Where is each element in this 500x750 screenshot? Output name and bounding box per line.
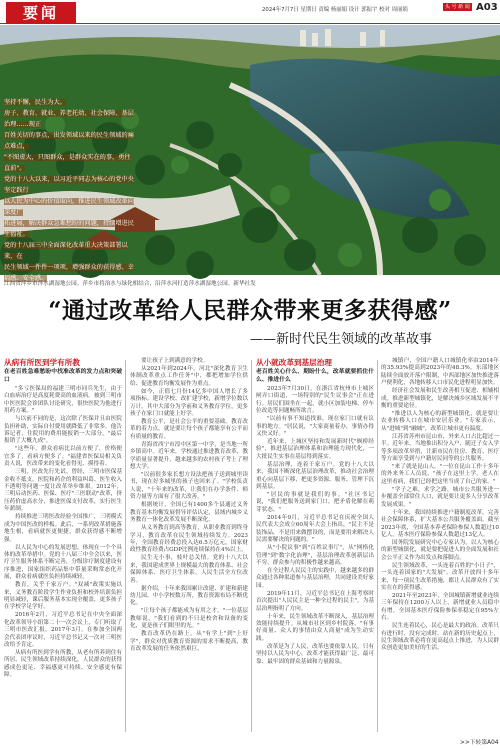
masthead bbox=[0, 0, 500, 24]
section-heading: 从病有所医到学有所教 bbox=[4, 358, 80, 367]
paragraph: 民生连着民心，民心是最大的政治。改革只有进行时，没有完成时。站在新的历史起点上，民生领域改革必将在更高起点上推进，为人民群众创造更加美好的生活。 bbox=[381, 623, 499, 652]
overlay-line: "不图虚大，只图群众，是群众实在的事，勇往直前"。 bbox=[4, 154, 131, 172]
article-column-3 bbox=[256, 358, 374, 733]
overlay-line: 百姓关切的事点，出发领域以来的民生领域的痛点难点， bbox=[4, 132, 134, 150]
article-column-2 bbox=[130, 358, 248, 733]
paragraph: 基层治理，连着千家万户。党的十八大以来，我国不断深化基层治理改革，推动社会治理重心向基层下移，把更多资源、服务、管理下沉到基层。 bbox=[256, 461, 374, 491]
article-column-1 bbox=[4, 358, 122, 733]
paragraph: 以人民为中心的发展思想，体现在一个个具体的改革举措中。党的十八届三中全会以来，医疗卫生服务体系不断完善，分级诊疗制度建设有序推进，国家组织药品集中带量采购常态化开展，群众看病就医负担持续减轻。 bbox=[4, 544, 122, 581]
paragraph: 民生领域改革，一头连着百姓的"小日子"，一头连着国家的"大发展"。改革开放四十多年来，每一项民生改革措施，都让人民群众有了实实在在的获得感。 bbox=[381, 562, 499, 591]
paragraph: 教育改革仍在路上。从"有学上"到"上好学"，群众对优质教育资源的需求不断提高，教育改革发展的任务依然艰巨。 bbox=[130, 631, 248, 652]
page-number: A03 bbox=[476, 2, 498, 13]
section-subheading: 老百姓关心什么、期盼什么，改革就要抓住什么、推进什么 bbox=[256, 369, 374, 383]
paragraph: "以前很多家长想方设法把孩子送到城里读书，现在好多城里的孩子也回来了。"学校负责人说，"十年来的改革，让我们在办学条件、师资力量等方面有了很大改善。" bbox=[130, 472, 248, 501]
paragraph: 江苏省苏州市昆山市，外来人口占比超过一半。近年来，当地推出积分入户、随迁子女入学等多项改革举措，让新市民在住房、教育、医疗等方面享受到与户籍居民同等的公共服务。 bbox=[381, 433, 499, 463]
paragraph: 十年来，民生领域改革不断深入，基层治理效能持续提升。从城市社区到乡村院落，"有事好商量、众人的事情由众人商量"成为生动实践。 bbox=[256, 613, 374, 642]
paragraph: 青海省西宁市湟中区第一中学，是当地一所乡镇高中。近年来，学校通过推进教育改革，教学质量显著提升，越来越多的农村孩子考上了理想大学。 bbox=[130, 441, 248, 471]
paragraph: 如今，正值七月份14亿多中国人增长了多项指标。建设学校、改扩建学校，新增学位数以万计。其中大部分为学前和义务教育学位，更多孩子在家门口就能上好学。 bbox=[130, 388, 248, 418]
column-body bbox=[130, 358, 248, 653]
paragraph: 从病有所医到学有所教，从老有所养到住有所居，民生领域改革持续深化，人民群众的获得感成色更足、幸福感更可持续、安全感更有保障。 bbox=[4, 649, 122, 679]
paragraph: 2021年至2023年，全国城镇新增就业连续三年保持在1200万人以上，新增就业人员稳中有增。全国基本医疗保险参保率稳定在95%左右。 bbox=[381, 592, 499, 622]
overlay-line: 坚持不懈，民生为大。 bbox=[4, 99, 66, 106]
column-divider bbox=[125, 360, 126, 732]
continued-on-text: 下转第A04 bbox=[469, 740, 499, 746]
paragraph: 民生无小事，枝叶总关情。党的十八大以来，我国建成世界上规模最大的教育体系、社会保障体系、医疗卫生体系，人民生活全方位改善。 bbox=[130, 555, 248, 584]
section-heading: 从小就改革到基层治理 bbox=[256, 358, 332, 367]
paragraph: 2023年7月30日，在浙江省杭州市上城区闸弄口街道，一场特别的"民生议事会"正在进行。居民们围坐在一起，就小区加装电梯、停车位改造等问题畅所欲言。 bbox=[256, 386, 374, 415]
paragraph: 2016年2月，习近平总书记在中央全面深化改革领导小组第二十一次会议上，专门听取了三明市医改汇报。2017年3月，在参加全国两会代表团审议时，习近平总书记又一次对三明医改给予肯定。 bbox=[4, 612, 122, 648]
overlay-line: 党的十八大以来，以习近平同志为核心的党中央坚定践行 bbox=[4, 176, 134, 194]
paragraph: 城镇户，全国户籍人口城镇化率由2014年的35.93%提高到2023年的48.3%。东部地区陆续全面放开落户限制，中西部地区加快推进落户便利化，各地转移人口市民化进程明显加快。 bbox=[381, 358, 499, 387]
paragraph: 改革是为了人民，改革也要依靠人民。只有坚持以人民为中心，改革才能获得最广泛、最可靠、最牢固的群众基础和力量源泉。 bbox=[256, 643, 374, 665]
paragraph: 十年来，我国持续推进户籍制度改革，完善社会保障体系，扩大基本公共服务覆盖面。截至2023年底，全国基本养老保险参保人数超过10亿人，基本医疗保险参保人数超过13亿人。 bbox=[381, 509, 499, 538]
column-divider bbox=[377, 360, 378, 732]
paragraph: 教育公平，是社会公平的重要基础。教育改革的着力点，就是要让每个孩子都能享有公平而有质量的教育。 bbox=[130, 419, 248, 440]
paragraph: 据介绍，十年来我国累计改建、扩建和新建幼儿园、中小学校数万所，教育资源布局不断优化。 bbox=[130, 585, 248, 607]
section-label: 要闻 bbox=[6, 2, 76, 24]
paragraph: "居民的事就是我们的事。"社区书记说，"我们把服务送到家门口，把矛盾化解在萌芽状态。" bbox=[256, 492, 374, 513]
column-body bbox=[256, 386, 374, 666]
paragraph: 从义务教育到高等教育，从职业教育到终身学习，教育改革在民生领域持续发力。2023年，全国教育经费总投入达6.5万亿元，国家财政性教育经费占GDP比例连续保持在4%以上。 bbox=[130, 525, 248, 554]
paragraph: 持续推进三明医改经验全国推广，三明模式成为中国医改的样板。此后，一系列改革措施落地生根，看病就医更便捷，群众获得感不断增强。 bbox=[4, 514, 122, 543]
paragraph: 国务院发展研究中心专家认为，以人为核心的新型城镇化，就是要把促进人的全面发展和社会公平正义作为出发点和落脚点。 bbox=[381, 539, 499, 561]
paragraph: 三明，医改先行先试。曾经，三明市医保基金收不抵支，医院和药企的利益纠葛、医生收入不透明等问题一度让改革举步维艰。2012年，三明启动医药、医保、医疗"三医联动"改革，挤压药价虚高水分，推进医保支付改革，实行医生年薪制。 bbox=[4, 469, 122, 513]
paragraph: 教育，关乎千家万户。"双减"政策实施以来，义务教育阶段学生作业负担和校外培训负担明显减轻，课后服务基本实现全覆盖，更多孩子在学校学足学好。 bbox=[4, 582, 122, 611]
paragraph: 经济社会发展和民生改善相互促进、相辅相成。推进新型城镇化，是解决城乡区域发展不平衡的重要途径。 bbox=[381, 388, 499, 410]
paragraph: "学子之难，求学之路，城市公共服务进一步覆盖全部常住人口，就是要让更多人分享改革发展成果。" bbox=[381, 486, 499, 508]
continued-on-link: >>下转第A04 bbox=[460, 740, 499, 746]
paragraph: 与以前不同的是，这次除了医保并且由医院负担补助，实际自付费用就降低了非常多。他告诉记者，住院用的费用能报销一大部分，"最后报销了大概九成"。 bbox=[4, 416, 122, 445]
article-column-4 bbox=[381, 358, 499, 710]
paragraph: 从"小院议事"到"百姓议事厅"，从"网格化管理"到"数字化治理"，基层治理改革创新层出不穷，群众参与的积极性越来越高。 bbox=[256, 545, 374, 566]
paragraph: "推进以人为核心的新型城镇化，就是要让农业转移人口在城市安居乐业。"专家表示，从"进城"到"融城"，改革让城市更有温度。 bbox=[381, 411, 499, 432]
paragraph: "来了就是昆山人。"一位在昆山工作十多年的外来务工人员说，"孩子在这里上学，老人在这里看病，我们已经把这里当成了自己的家。" bbox=[381, 464, 499, 485]
paragraph: 2014年9月，习近平总书记在庆祝全国人民代表大会成立60周年大会上指出，"民主不是装饰品，不是用来做摆设的，而是要用来解决人民需要解决的问题的。" bbox=[256, 514, 374, 544]
overlay-line: 拓进展，解决群众急难愁盼的问题，持续增进民生福祉。 bbox=[4, 220, 134, 238]
overlay-line: 房子、教育、就业、养老托幼、社会保障、基层治理……现正 bbox=[4, 110, 134, 128]
column-body bbox=[381, 358, 499, 653]
paragraph: 2019年11月，习近平总书记在上海考察时首次提出"人民民主是一种全过程的民主"，为基层治理指明了方向。 bbox=[256, 590, 374, 612]
paragraph: 要让孩子上到满意的学校。 bbox=[141, 358, 209, 364]
article-subheadline: ——新时代民生领域的改革故事 bbox=[250, 332, 433, 347]
article-headline: “通过改革给人民群众带来更多获得感” bbox=[48, 297, 452, 324]
paragraph: "多亏医保局的福建三明市同兵先生，由于白血病治疗是高度耗费高的血液病。被到三明市中医医院会诊团队讨论研究，很快医院为他进行用药方案。" bbox=[4, 386, 122, 415]
date-line: 2024年7月7日 星期日 责编 杨丽娟 设计 郭振宇 校对 周丽娟 bbox=[262, 7, 408, 13]
overlay-line: 党的十八届三中全面深化改革重大决策部署以来，在 bbox=[4, 242, 128, 260]
paragraph: "以前有事不知道找谁，现在家门口就有议事的地方。"居民说，"大家商量着办，事情办得又快又好。" bbox=[256, 416, 374, 438]
editor-tag: 头 号 新 闻 bbox=[445, 4, 470, 10]
overlay-line: 以人民为中心的价值取向，推进民生领域改革向深度广 bbox=[4, 198, 134, 216]
paragraph: 根据统计，全国已有1400多个县通过义务教育基本均衡发展督导评估认定，县域内城乡义务教育一体化改革发展不断深化。 bbox=[130, 502, 248, 524]
paragraph: 在全过程人民民主的实践中，越来越多的群众通过各种渠道参与基层治理，共同建设美好家园。 bbox=[256, 567, 374, 589]
column-divider bbox=[251, 360, 252, 732]
paragraph: "让每个孩子都能成为有用之才。"一位基层教师说，"我们看到的不只是校舍和设备的变化，更是孩子们眼里的光。" bbox=[130, 608, 248, 630]
paragraph: 近年来，上城区坚持和发展新时代"枫桥经验"，推进基层治理体系和治理能力现代化，一大批民生实事在基层得到落实。 bbox=[256, 439, 374, 460]
section-subheading: 在老百姓急难愁盼中找准改革的发力点和突破口 bbox=[4, 369, 122, 383]
wetland-photo bbox=[0, 25, 500, 282]
paragraph: 从2021年到2024年，河北"深化教育卫生体制改革重点工作任务"中，都把增加学位供给、促进教育均衡发展作为重点。 bbox=[130, 366, 248, 387]
overlay-line: 民生领域一件件一项项，增强群众的获得感、幸福感、安全感。 bbox=[4, 264, 134, 282]
photo-overlay-text bbox=[4, 97, 134, 284]
photo-caption: 江西省萍乡市萍水湖湿地公园。萍乡市将治水与绿化相结合，沿萍水河打造萍水湖湿地公园。新华社发 bbox=[4, 281, 256, 287]
column-body bbox=[4, 386, 122, 680]
paragraph: "这些年，群众看病比以前方便了，价格便宜多了，看病方便多了。"福建省医保局相关负责人说，医改带来的变化看得见、摸得着。 bbox=[4, 446, 122, 468]
